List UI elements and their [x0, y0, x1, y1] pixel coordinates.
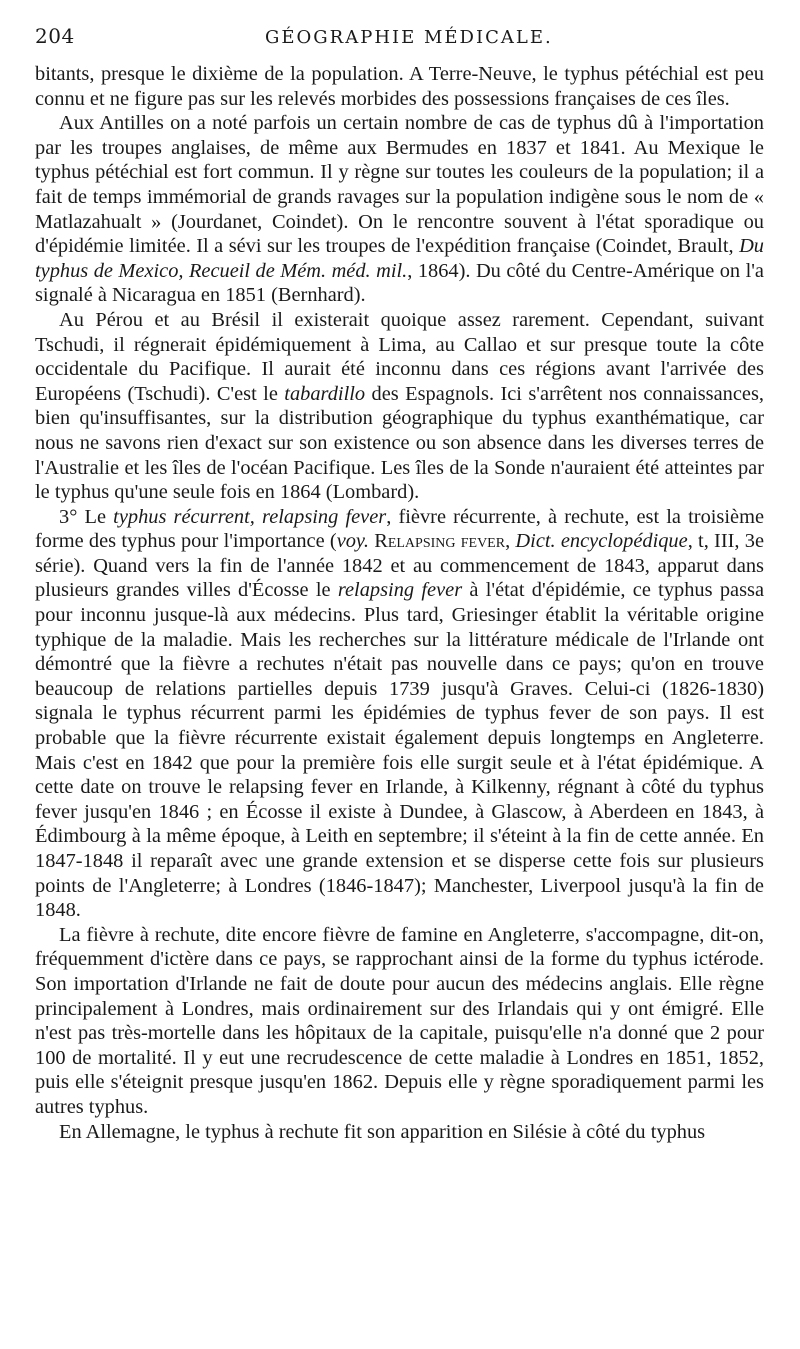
- paragraph-4: 3° Le typhus récurrent, relapsing fever, fièvre récurrente, à rechute, est la troisième forme des typhus pour l'importance (voy. Relapsing fever, Dict. encyclopédique, t, III, 3e série). Quand vers la fin de l'année 1842 et au commencement de 1843, apparut dans plusieurs grandes villes d'Écosse le relapsing fever à l'état d'épidémie, ce typhus passa pour inconnu jusque-là aux médecins. Plus tard, Griesinger établit la véritable origine typhique de la maladie. Mais les recherches sur la littérature médicale de l'Irlande ont démontré que la fièvre a rechutes n'était pas nouvelle dans ce pays; qu'on en trouve beaucoup de relations partielles depuis 1739 jusqu'à Graves. Celui-ci (1826-1830) signala le typhus récurrent parmi les épidémies de typhus fever de son pays. Il est probable que la fièvre récurrente existait également depuis longtemps en Angleterre. Mais c'est en 1842 que pour la première fois elle surgit seule et à l'état épidémique. A cette date on trouve le relapsing fever en Irlande, à Kilkenny, régnant à côté du typhus fever jusqu'en 1846 ; en Écosse il existe à Dundee, à Glascow, à Aberdeen en 1843, à Édimbourg à la même époque, à Leith en septembre; il s'éteint à la fin de cette année. En 1847-1848 il reparaît avec une grande extension et se disperse cette fois sur plusieurs points de l'Angleterre; à Londres (1846-1847); Manchester, Liverpool jusqu'à la fin de 1848.: [35, 505, 764, 922]
- paragraph-1: bitants, presque le dixième de la population. A Terre-Neuve, le typhus pétéchial est peu connu et ne figure pas sur les relevés morbides des possessions françaises de ces îles.: [35, 63, 764, 110]
- paragraph-2: Aux Antilles on a noté parfois un certain nombre de cas de typhus dû à l'importation par les troupes anglaises, de même aux Bermudes en 1837 et 1841. Au Mexique le typhus pétéchial est fort commun. Il y règne sur toutes les couleurs de la population; il a fait de temps immémorial de grands ravages sur la population indigène sous le nom de « Matlazahualt » (Jourdanet, Coindet). On le rencontre souvent à l'état sporadique ou d'épidémie limitée. Il a sévi sur les troupes de l'expédition française (Coindet, Brault, Du typhus de Mexico, Recueil de Mém. méd. mil., 1864). Du côté du Centre-Amérique on l'a signalé à Nicaragua en 1851 (Bernhard).: [35, 112, 764, 307]
- page-number: 204: [35, 24, 75, 48]
- paragraph-3: Au Pérou et au Brésil il existerait quoique assez rarement. Cependant, suivant Tschudi, il régnerait épidémiquement à Lima, au Callao et sur presque toute la côte occidentale du Pacifique. Il aurait été inconnu dans ces régions avant l'arrivée des Européens (Tschudi). C'est le tabardillo des Espagnols. Ici s'arrêtent nos connaissances, bien qu'insuffisantes, sur la distribution géographique du typhus exanthématique, car nous ne savons rien d'exact sur son existence ou son absence dans les diverses terres de l'Australie et les îles de l'océan Pacifique. Les îles de la Sonde n'auraient été atteintes par le typhus qu'une seule fois en 1864 (Lombard).: [35, 308, 764, 504]
- body-text: [35, 62, 764, 1144]
- paragraph-5: La fièvre à rechute, dite encore fièvre de famine en Angleterre, s'accompagne, dit-on, fréquemment d'ictère dans ce pays, se rapprochant ainsi de la forme du typhus ictérode. Son importation d'Irlande ne fait de doute pour aucun des médecins anglais. Elle règne principalement à Londres, mais ordinairement sur des Irlandais qui y ont émigré. Elle n'est pas très-mortelle dans les hôpitaux de la capitale, puisqu'elle n'a donné que 2 pour 100 de mortalité. Il y eut une recrudescence de cette maladie à Londres en 1851, 1852, puis elle s'éteignit presque jusqu'en 1862. Depuis elle y règne sporadiquement parmi les autres typhus.: [35, 923, 764, 1118]
- page-header: [35, 24, 764, 62]
- paragraph-6: En Allemagne, le typhus à rechute fit son apparition en Silésie à côté du typhus: [59, 1120, 706, 1143]
- running-title: GÉOGRAPHIE MÉDICALE.: [265, 27, 553, 48]
